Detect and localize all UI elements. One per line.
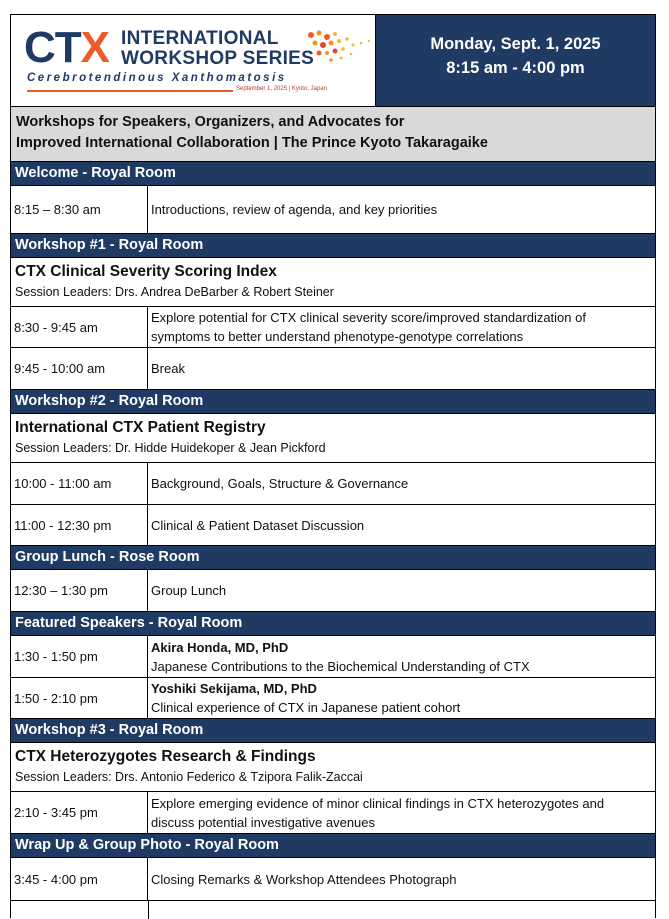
row-desc: Clinical & Patient Dataset Discussion <box>151 517 365 533</box>
section-header-workshop-2: Workshop #2 - Royal Room <box>11 390 655 414</box>
row-desc: Introductions, review of agenda, and key priorities <box>151 202 438 217</box>
agenda-row <box>11 678 655 719</box>
intro-banner <box>11 107 655 162</box>
date-cell <box>376 15 655 107</box>
row-time: 1:50 - 2:10 pm <box>11 678 148 718</box>
row-time: 2:10 - 3:45 pm <box>11 792 148 833</box>
speaker-name: Akira Honda, MD, PhD <box>151 639 289 655</box>
session-title-block <box>11 258 655 307</box>
logo-title: INTERNATIONAL WORKSHOP SERIES <box>121 28 315 69</box>
session-title: CTX Clinical Severity Scoring Index <box>15 263 277 280</box>
column-divider <box>148 901 149 919</box>
row-time: 8:15 – 8:30 am <box>11 186 148 233</box>
agenda-row <box>11 463 655 505</box>
session-title-block <box>11 414 655 463</box>
agenda-row <box>11 348 655 390</box>
session-title-block <box>11 743 655 792</box>
event-date: Monday, Sept. 1, 2025 <box>430 35 601 53</box>
ctx-logo: CTX <box>24 23 110 72</box>
agenda-row <box>11 858 655 901</box>
row-desc: Yoshiki Sekijama, MD, PhD Clinical experience of CTX in Japanese patient cohort <box>148 678 655 718</box>
speaker-name: Yoshiki Sekijama, MD, PhD <box>151 681 317 696</box>
row-time: 11:00 - 12:30 pm <box>11 505 148 545</box>
section-header-welcome: Welcome - Royal Room <box>11 162 655 186</box>
logo-date: September 1, 2025 | Kyoto, Japan <box>236 86 327 92</box>
session-leaders: Session Leaders: Drs. Antonio Federico & Tzipora Falik-Zaccai <box>15 770 363 784</box>
session-title: International CTX Patient Registry <box>15 419 266 436</box>
logo-cell <box>11 15 376 107</box>
row-time: 10:00 - 11:00 am <box>11 463 148 504</box>
event-time: 8:15 am - 4:00 pm <box>446 59 585 77</box>
section-header-wrap-up: Wrap Up & Group Photo - Royal Room <box>11 834 655 858</box>
agenda-row <box>11 186 655 234</box>
agenda-row <box>11 636 655 678</box>
agenda-sheet <box>10 14 656 918</box>
row-time: 9:45 - 10:00 am <box>11 348 148 389</box>
session-leaders: Session Leaders: Drs. Andrea DeBarber & Robert Steiner <box>15 285 334 299</box>
session-title: CTX Heterozygotes Research & Findings <box>15 748 316 765</box>
row-desc: Break <box>151 361 185 376</box>
row-desc: Explore potential for CTX clinical severity score/improved standardization of symptoms to better understand phenotype-genotype correlations <box>151 310 586 344</box>
row-desc: Closing Remarks & Workshop Attendees Photograph <box>151 871 457 887</box>
intro-line-1: Workshops for Speakers, Organizers, and Advocates for <box>16 114 405 130</box>
row-time: 1:30 - 1:50 pm <box>11 636 148 677</box>
intro-line-2: Improved International Collaboration | The Prince Kyoto Takaragaike <box>16 135 488 151</box>
logo-subtitle: Cerebrotendinous Xanthomatosis <box>27 72 287 84</box>
section-header-featured-speakers: Featured Speakers - Royal Room <box>11 612 655 636</box>
section-header-workshop-3: Workshop #3 - Royal Room <box>11 719 655 743</box>
row-desc: Group Lunch <box>151 583 227 598</box>
agenda-row <box>11 307 655 348</box>
row-time: 3:45 - 4:00 pm <box>11 858 148 900</box>
row-desc: Background, Goals, Structure & Governance <box>151 476 409 491</box>
section-header-workshop-1: Workshop #1 - Royal Room <box>11 234 655 258</box>
row-time: 12:30 – 1:30 pm <box>11 570 148 611</box>
section-header-lunch: Group Lunch - Rose Room <box>11 546 655 570</box>
row-desc: Akira Honda, MD, PhD Japanese Contributions to the Biochemical Understanding of CTX <box>148 636 655 677</box>
row-desc: Explore emerging evidence of minor clinical findings in CTX heterozygotes and discuss potential investigative avenues <box>151 795 605 830</box>
agenda-row <box>11 570 655 612</box>
agenda-row <box>11 792 655 834</box>
session-leaders: Session Leaders: Dr. Hidde Huidekoper & Jean Pickford <box>15 441 326 455</box>
logo-underline <box>27 90 233 92</box>
row-time: 8:30 - 9:45 am <box>11 307 148 347</box>
agenda-row <box>11 505 655 546</box>
